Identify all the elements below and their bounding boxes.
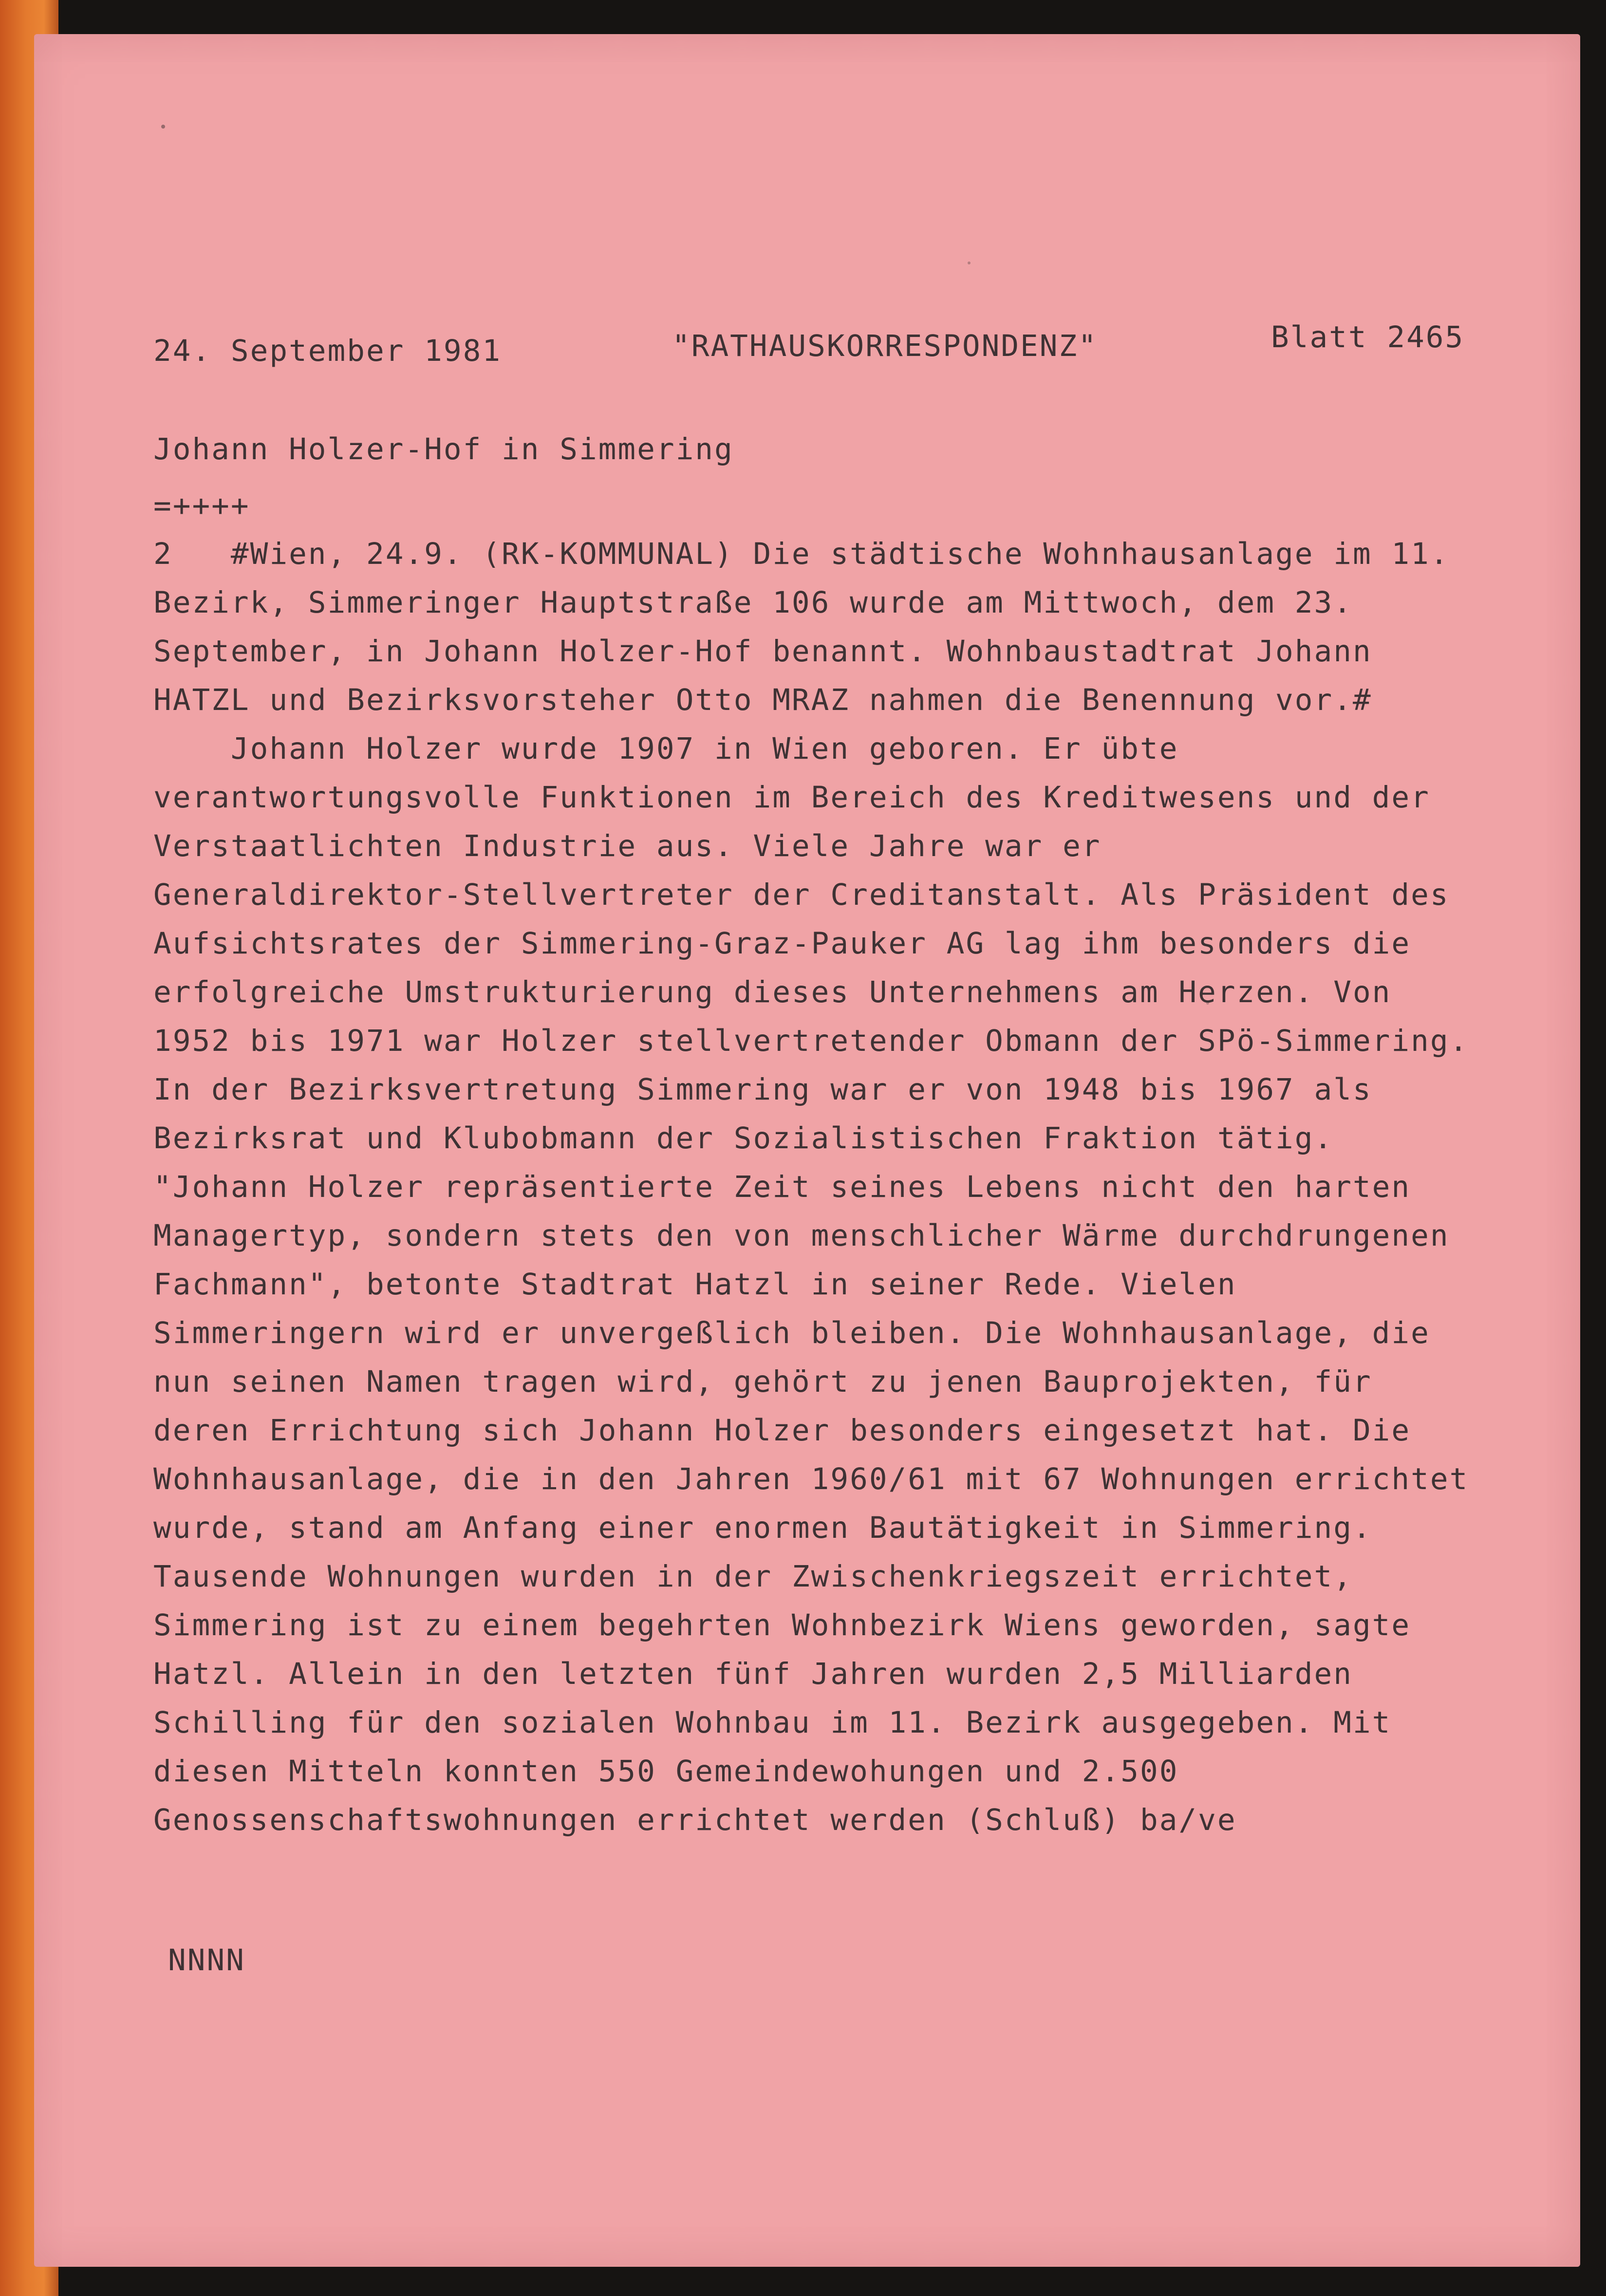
title-rule: =++++ bbox=[153, 488, 250, 523]
text-line: September, in Johann Holzer-Hof benannt. Wohnbaustadtrat Johann bbox=[153, 634, 1372, 669]
text-line: Aufsichtsrates der Simmering-Graz-Pauker AG lag ihm besonders die bbox=[153, 926, 1411, 961]
text-line: Fachmann", betonte Stadtrat Hatzl in seiner Rede. Vielen bbox=[153, 1267, 1237, 1302]
text-line: Genossenschaftswohnungen errichtet werden (Schluß) ba/ve bbox=[153, 1803, 1237, 1837]
text-line: Tausende Wohnungen wurden in der Zwischenkriegszeit errichtet, bbox=[153, 1559, 1353, 1594]
text-line: Wohnhausanlage, die in den Jahren 1960/61 mit 67 Wohnungen errichtet bbox=[153, 1462, 1469, 1496]
text-line: HATZL und Bezirksvorsteher Otto MRAZ nahmen die Benennung vor.# bbox=[153, 683, 1372, 717]
header-date: 24. September 1981 bbox=[153, 334, 502, 368]
text-line: Schilling für den sozialen Wohnbau im 11. Bezirk ausgegeben. Mit bbox=[153, 1705, 1392, 1740]
article-title: Johann Holzer-Hof in Simmering bbox=[153, 432, 734, 467]
end-mark: NNNN bbox=[168, 1943, 245, 1978]
header-sheet-number: Blatt 2465 bbox=[1271, 320, 1465, 355]
text-line: Managertyp, sondern stets den von menschlicher Wärme durchdrungenen bbox=[153, 1218, 1450, 1253]
text-line: 2 #Wien, 24.9. (RK-KOMMUNAL) Die städtische Wohnhausanlage im 11. bbox=[153, 537, 1450, 571]
text-line: Simmeringern wird er unvergeßlich bleiben. Die Wohnhausanlage, die bbox=[153, 1316, 1430, 1350]
text-line: Hatzl. Allein in den letzten fünf Jahren wurden 2,5 Milliarden bbox=[153, 1657, 1353, 1691]
text-line: Johann Holzer wurde 1907 in Wien geboren. Er übte bbox=[153, 731, 1179, 766]
text-line: Verstaatlichten Industrie aus. Viele Jahre war er bbox=[153, 829, 1102, 863]
text-line: 1952 bis 1971 war Holzer stellvertretender Obmann der SPö-Simmering. bbox=[153, 1024, 1469, 1058]
speck bbox=[968, 261, 971, 264]
text-line: "Johann Holzer repräsentierte Zeit seines Lebens nicht den harten bbox=[153, 1170, 1411, 1204]
text-line: Generaldirektor-Stellvertreter der Creditanstalt. Als Präsident des bbox=[153, 877, 1450, 912]
text-line: erfolgreiche Umstrukturierung dieses Unternehmens am Herzen. Von bbox=[153, 975, 1392, 1009]
text-line: Simmering ist zu einem begehrten Wohnbezirk Wiens geworden, sagte bbox=[153, 1608, 1411, 1643]
text-line: In der Bezirksvertretung Simmering war er von 1948 bis 1967 als bbox=[153, 1072, 1372, 1107]
speck bbox=[161, 125, 165, 129]
text-line: nun seinen Namen tragen wird, gehört zu jenen Bauprojekten, für bbox=[153, 1364, 1372, 1399]
article-body bbox=[153, 530, 1507, 1845]
text-line: diesen Mitteln konnten 550 Gemeindewohungen und 2.500 bbox=[153, 1754, 1179, 1789]
header-publication: "RATHAUSKORRESPONDENZ" bbox=[672, 329, 1098, 363]
text-line: verantwortungsvolle Funktionen im Bereich des Kreditwesens und der bbox=[153, 780, 1430, 815]
text-line: deren Errichtung sich Johann Holzer besonders eingesetzt hat. Die bbox=[153, 1413, 1411, 1448]
text-line: wurde, stand am Anfang einer enormen Bautätigkeit in Simmering. bbox=[153, 1511, 1372, 1545]
text-line: Bezirk, Simmeringer Hauptstraße 106 wurde am Mittwoch, dem 23. bbox=[153, 585, 1353, 620]
text-line: Bezirksrat und Klubobmann der Sozialistischen Fraktion tätig. bbox=[153, 1121, 1334, 1156]
document-page bbox=[34, 34, 1580, 2267]
